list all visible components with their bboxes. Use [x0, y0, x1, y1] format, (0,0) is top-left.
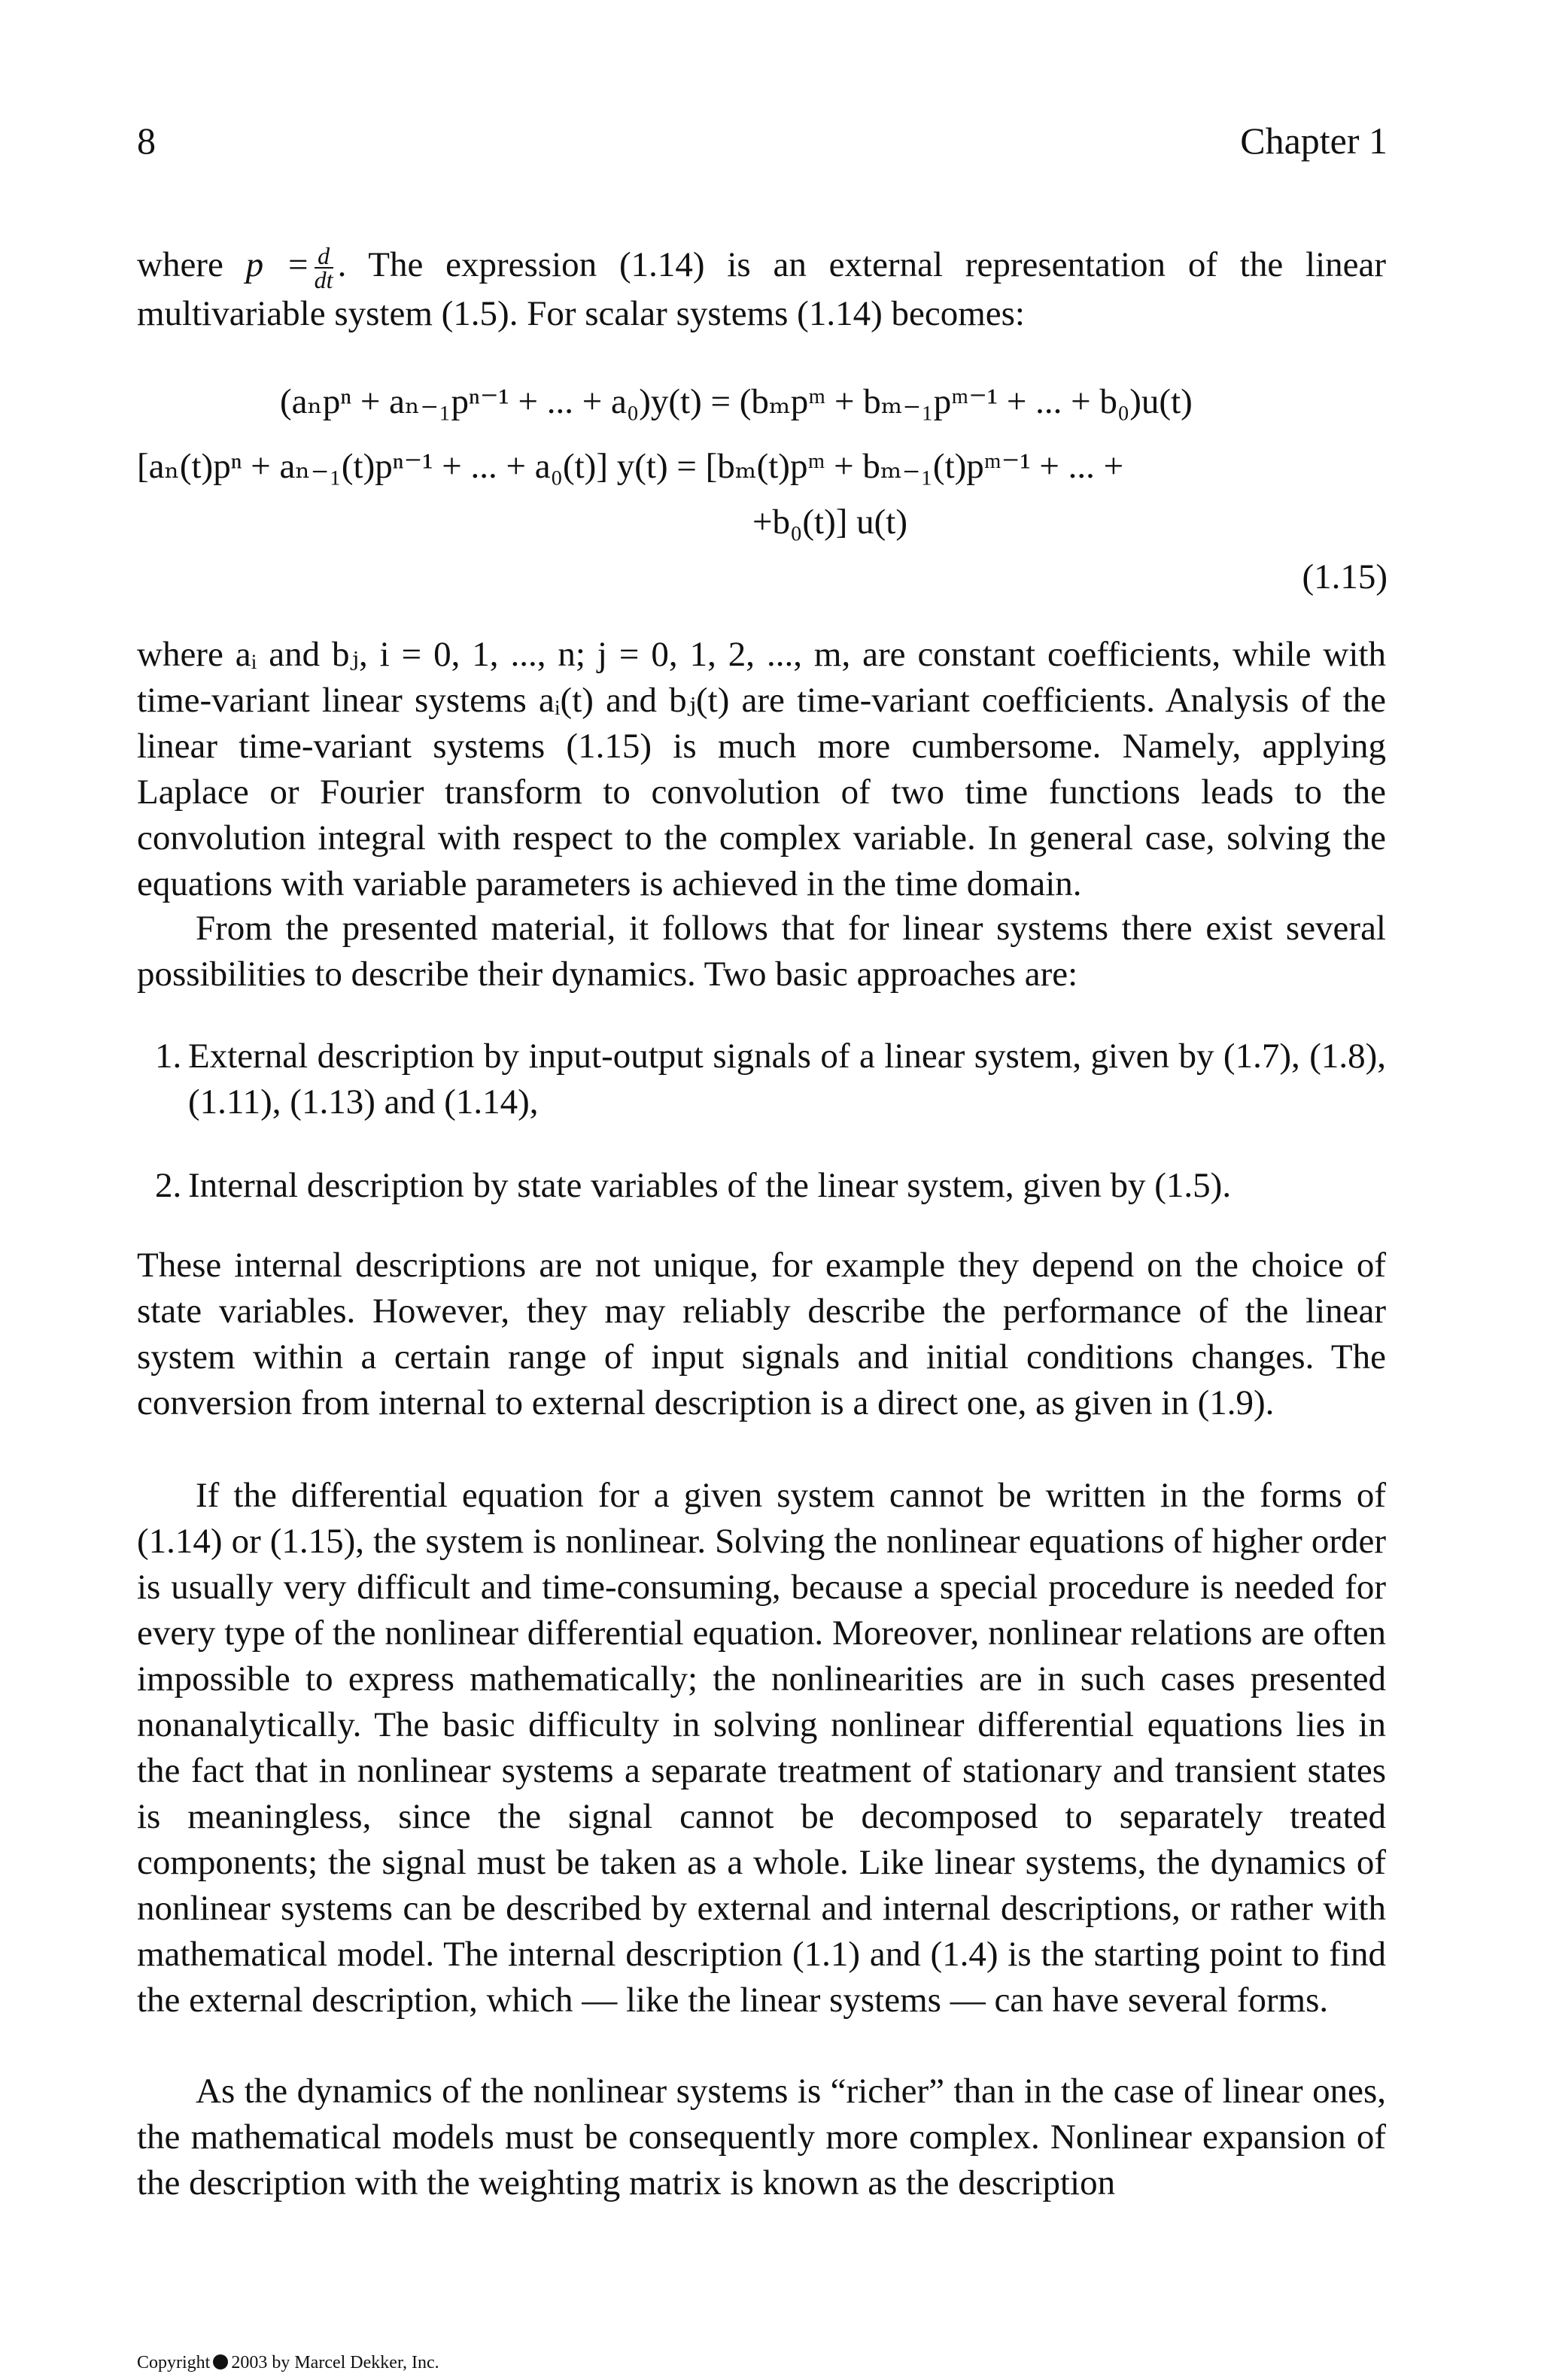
bullet-icon: [213, 2354, 228, 2369]
equation-line-3: +b₀(t)] u(t): [752, 502, 908, 542]
paragraph-4: [137, 1473, 1386, 2023]
intro-where: where: [137, 245, 223, 284]
copyright-label: Copyright: [137, 2353, 211, 2372]
fraction-denominator: dt: [314, 266, 333, 294]
intro-rest: . The expression (1.14) is an external representation of the linear multivariable system (1.5). For scalar systems (1.14) becomes:: [137, 245, 1387, 334]
paragraph-4-text: If the differential equation for a given system cannot be written in the forms of (1.14) or (1.15), the system is nonlinear. Solving the nonlinear equations of higher order is usually very difficult and time-consuming, because a special procedure is needed for every type of the nonlinear differential equation. Moreover, nonlinear relations are often impossible to express mathematically; the nonlinearities are in such cases presented nonanalytically. The basic difficulty in solving nonlinear differential equations lies in the fact that in nonlinear systems a separate treatment of stationary and transient states is meaningless, since the signal cannot be decomposed to separately treated components; the signal must be taken as a whole. Like linear systems, the dynamics of nonlinear systems can be described by external and internal descriptions, or rather with mathematical model. The internal description (1.1) and (1.4) is the starting point to find the external description, which — like the linear systems — can have several forms.: [137, 1476, 1386, 2020]
paragraph-5: [137, 2069, 1386, 2206]
paragraph-2: [137, 906, 1386, 997]
list-item-2: [155, 1163, 1386, 1209]
list-item-1: [155, 1034, 1386, 1125]
paragraph-1: [137, 632, 1386, 907]
list-item-2-number: 2.: [155, 1166, 182, 1205]
paragraph-5-text: As the dynamics of the nonlinear systems is “richer” than in the case of linear ones, the mathematical models must be consequently more complex. Nonlinear expansion of the description with the weighting matrix is known as the description: [137, 2072, 1386, 2202]
paragraph-3: [137, 1243, 1386, 1426]
list-item-1-text: External description by input-output signals of a linear system, given by (1.7), (1.8), (1.11), (1.13) and (1.14),: [188, 1037, 1386, 1122]
list-item-1-number: 1.: [155, 1037, 182, 1076]
intro-paragraph: [137, 242, 1386, 337]
paragraph-1-text: where aᵢ and bⱼ, i = 0, 1, ..., n; j = 0, 1, 2, ..., m, are constant coefficients, while with time-variant linear systems aᵢ(t) and bⱼ(t) are time-variant coefficients. Analysis of the linear time-variant systems (1.15) is much more cumbersome. Namely, applying Laplace or Fourier transform to convolution of two time functions leads to the convolution integral with respect to the complex variable. In general case, solving the equations with variable parameters is achieved in the time domain.: [137, 635, 1386, 903]
equation-line-2: [aₙ(t)pⁿ + aₙ₋₁(t)pⁿ⁻¹ + ... + a₀(t)] y(t) = [bₘ(t)pᵐ + bₘ₋₁(t)pᵐ⁻¹ + ... +: [137, 447, 1124, 486]
copyright-rest: 2003 by Marcel Dekker, Inc.: [231, 2353, 439, 2372]
list-item-2-text: Internal description by state variables of the linear system, given by (1.5).: [188, 1166, 1232, 1205]
paragraph-3-text: These internal descriptions are not unique, for example they depend on the choice of state variables. However, they may reliably describe the performance of the linear system within a certain range of input signals and initial conditions changes. The conversion from internal to external description is a direct one, as given in (1.9).: [137, 1246, 1386, 1422]
equation-line-1: (aₙpⁿ + aₙ₋₁pⁿ⁻¹ + ... + a₀)y(t) = (bₘpᵐ + bₘ₋₁pᵐ⁻¹ + ... + b₀)u(t): [280, 382, 1193, 421]
derivative-fraction: [314, 242, 333, 294]
copyright-footer: [137, 2353, 439, 2373]
running-header-chapter: Chapter 1: [1240, 120, 1388, 162]
equation-number: (1.15): [1302, 557, 1388, 597]
fraction-numerator: d: [315, 244, 333, 269]
intro-p-eq: p =: [245, 245, 310, 284]
page-number: 8: [137, 120, 156, 162]
paragraph-2-text: From the presented material, it follows that for linear systems there exist several possibilities to describe their dynamics. Two basic approaches are:: [137, 909, 1386, 994]
